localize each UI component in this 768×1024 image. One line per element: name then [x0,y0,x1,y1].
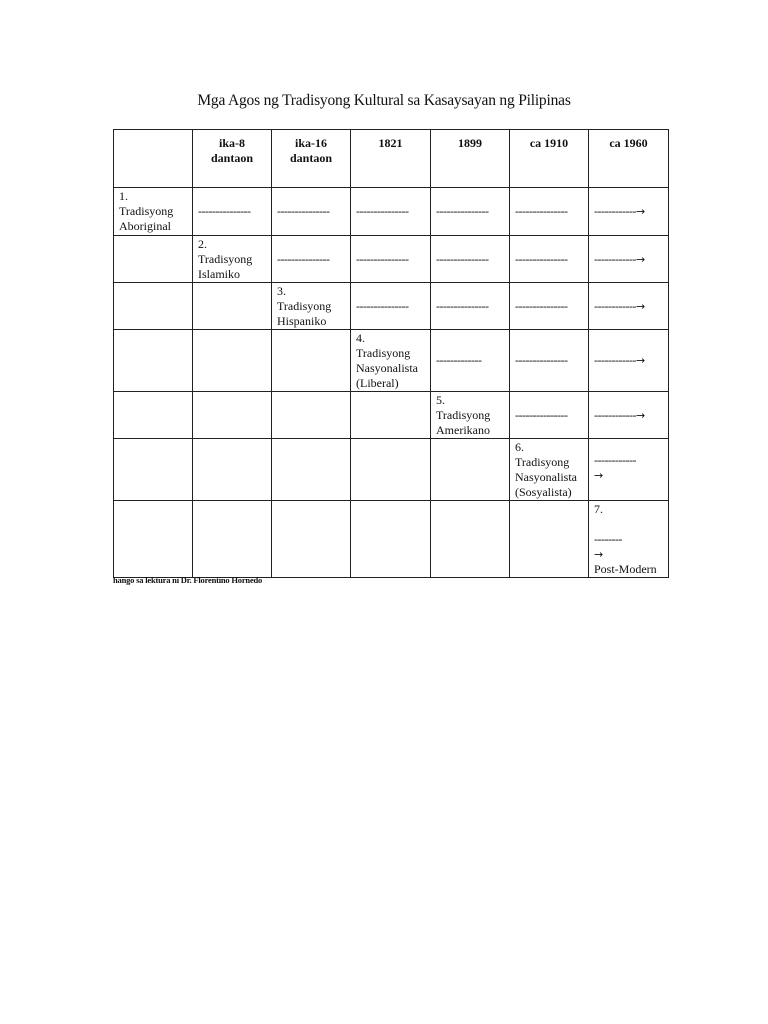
tradition-label-aboriginal: 1. Tradisyong Aboriginal [114,188,193,236]
arrow-right-icon: → [635,205,646,218]
empty-cell [431,439,510,501]
dash-cell: --------------- [510,236,589,283]
tradition-label-nasyonalista-liberal: 4. Tradisyong Nasyonalista (Liberal) [351,330,431,392]
source-note: hango sa lektura ni Dr. Florentino Hornedo [113,575,263,585]
table-row [114,439,669,501]
empty-cell [114,439,193,501]
table-row [114,501,669,578]
dash-cell: --------------- [431,283,510,330]
empty-cell [193,439,272,501]
header-cell-empty [114,130,193,188]
dash-cell: --------------- [351,236,431,283]
empty-cell [193,330,272,392]
dash-cell: --------------- [272,188,351,236]
arrow-cell: ------------→ [589,392,669,439]
empty-cell [114,283,193,330]
arrow-cell: ------------→ [589,188,669,236]
header-cell-1821: 1821 [351,130,431,188]
header-cell-ca-1910: ca 1910 [510,130,589,188]
table-row [114,392,669,439]
dash-cell: --------------- [510,188,589,236]
empty-cell [114,330,193,392]
empty-cell [431,501,510,578]
empty-cell [193,392,272,439]
arrow-cell: ------------→ [589,236,669,283]
empty-cell [510,501,589,578]
arrow-right-icon: → [635,252,646,266]
dash-cell: --------------- [272,236,351,283]
table-row [114,330,669,392]
header-cell-ca-1960: ca 1960 [589,130,669,188]
arrow-right-icon: → [594,548,604,561]
header-row [114,130,669,188]
arrow-cell: ------------→ [589,283,669,330]
empty-cell [272,439,351,501]
empty-cell [272,392,351,439]
table-row [114,236,669,283]
table-row [114,188,669,236]
table-row [114,283,669,330]
arrow-cell: ------------→ [589,330,669,392]
header-cell-1899: 1899 [431,130,510,188]
tradition-label-nasyonalista-sosyalista: 6. Tradisyong Nasyonalista (Sosyalista) [510,439,589,501]
tradition-label-hispaniko: 3. Tradisyong Hispaniko [272,283,351,330]
dash-cell: --------------- [431,236,510,283]
dash-cell: --------------- [510,392,589,439]
header-cell-ika-8: ika-8 dantaon [193,130,272,188]
empty-cell [351,392,431,439]
dash-cell: --------------- [193,188,272,236]
empty-cell [114,392,193,439]
dash-cell: --------------- [351,283,431,330]
arrow-right-icon: → [635,354,646,367]
dash-cell: --------------- [351,188,431,236]
tradition-label-post-modern: 7. -------- → Post-Modern [589,501,669,578]
empty-cell [193,501,272,578]
empty-cell [272,330,351,392]
empty-cell [114,501,193,578]
arrow-right-icon: → [594,469,604,482]
dash-cell: --------------- [510,283,589,330]
empty-cell [114,236,193,283]
tradition-label-amerikano: 5. Tradisyong Amerikano [431,392,510,439]
arrow-right-icon: → [635,408,646,422]
tradition-table [113,129,669,578]
header-cell-ika-16: ika-16 dantaon [272,130,351,188]
arrow-cell: ------------ → [589,439,669,501]
arrow-right-icon: → [635,299,646,313]
tradition-label-islamiko: 2. Tradisyong Islamiko [193,236,272,283]
dash-cell: --------------- [510,330,589,392]
empty-cell [272,501,351,578]
empty-cell [193,283,272,330]
empty-cell [351,439,431,501]
page-title: Mga Agos ng Tradisyong Kultural sa Kasaysayan ng Pilipinas [197,92,571,109]
dash-cell: --------------- [431,188,510,236]
empty-cell [351,501,431,578]
dash-cell: ------------- [431,330,510,392]
